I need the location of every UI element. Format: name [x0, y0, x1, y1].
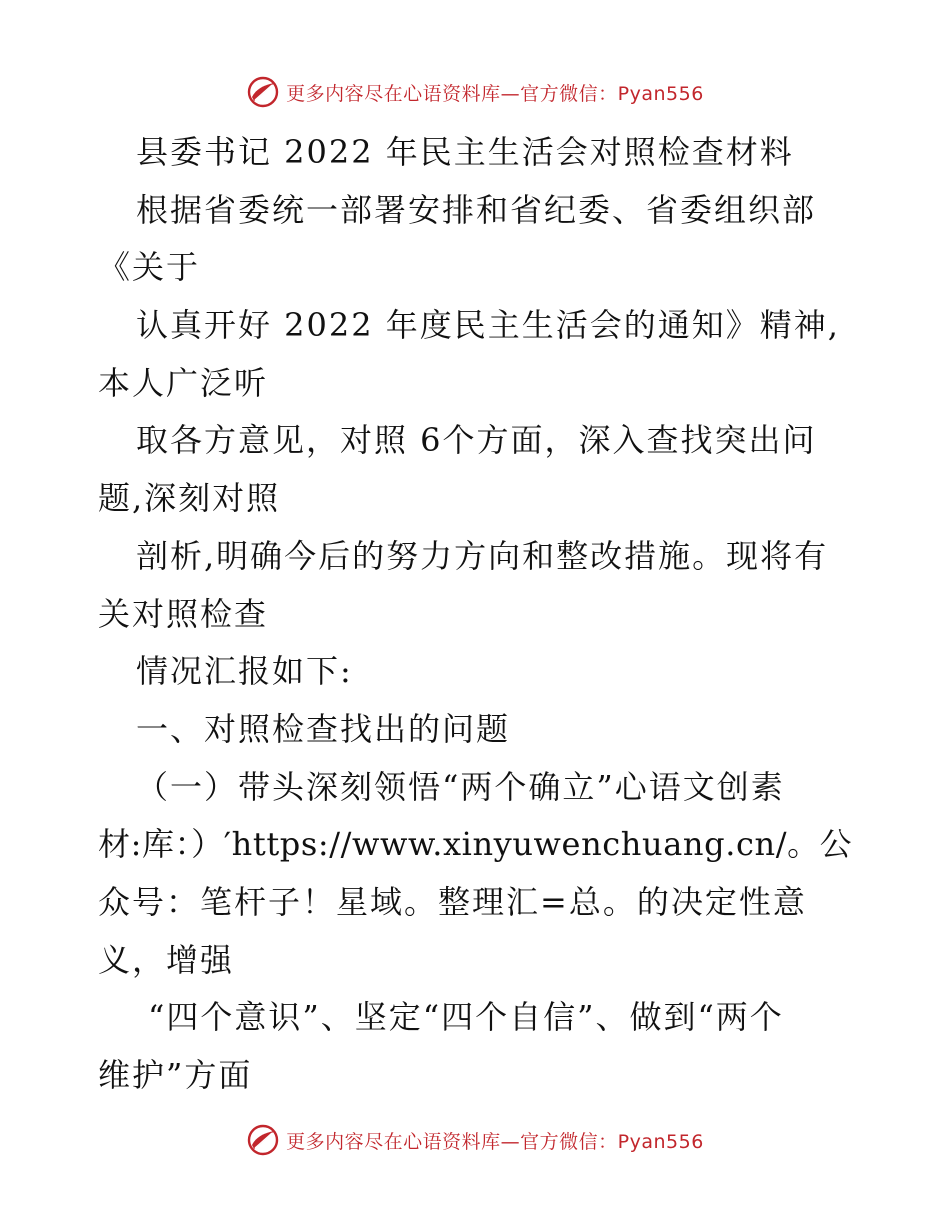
paragraph-line: 情况汇报如下:: [136, 652, 353, 691]
watermark-text: 更多内容尽在心语资料库—官方微信：Pyan556: [286, 1130, 704, 1153]
paragraph-line: 取各方意见，对照 6个方面，深入查找突出问: [136, 421, 817, 460]
paragraph-line: 本人广泛听: [98, 363, 269, 402]
paragraph-line: 《关于: [98, 248, 201, 287]
paragraph-line: 众号：笔杆子！星域。整理汇=总。的决定性意: [98, 882, 807, 921]
paragraph-line: 认真开好 2022 年度民主生活会的通知》精神,: [136, 306, 840, 345]
pen-logo-icon: [246, 1123, 280, 1157]
paragraph-line: 维护”方面: [98, 1056, 253, 1094]
header-watermark-banner: [0, 72, 950, 112]
subsection-heading: （一）带头深刻领悟“两个确立”心语文创素: [136, 767, 785, 806]
section-heading: 一、对照检查找出的问题: [136, 709, 511, 748]
wechat-id: Pyan556: [617, 82, 704, 105]
watermark-text: 更多内容尽在心语资料库—官方微信：Pyan556: [286, 82, 704, 105]
paragraph-line: 关对照检查: [98, 594, 269, 633]
paragraph-line: 剖析,明确今后的努力方向和整改措施。现将有: [136, 536, 829, 575]
paragraph-line: 根据省委统一部署安排和省纪委、省委组织部: [136, 190, 817, 229]
paragraph-line: 材:库：）′https://www.xinyuwenchuang.cn/。公: [98, 825, 853, 864]
document-body: [98, 124, 868, 1105]
paragraph-line: “四个意识”、坚定“四个自信”、做到“两个: [148, 998, 784, 1037]
pen-logo-icon: [246, 75, 280, 109]
paragraph-line: 义，增强: [98, 940, 235, 979]
document-title: 县委书记 2022 年民主生活会对照检查材料: [136, 133, 794, 171]
wechat-id: Pyan556: [617, 1130, 704, 1153]
paragraph-line: 题,深刻对照: [98, 479, 281, 518]
footer-watermark-banner: [0, 1120, 950, 1160]
